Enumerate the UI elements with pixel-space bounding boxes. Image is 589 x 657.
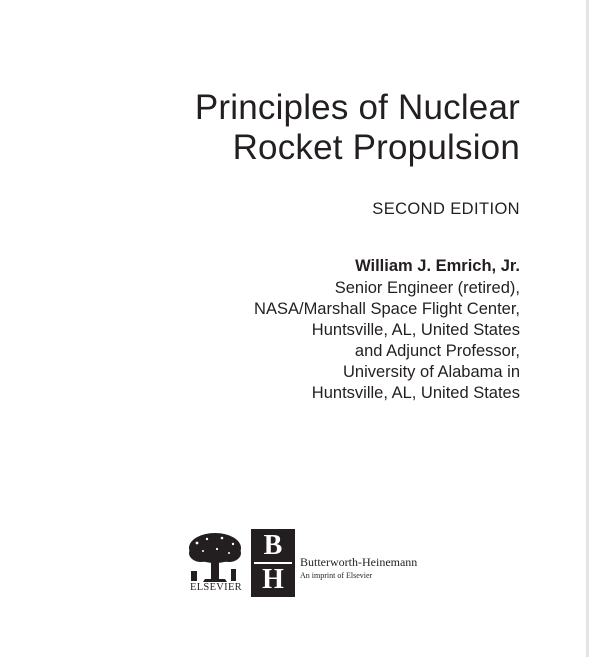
affiliation-line: Huntsville, AL, United States [311,321,520,339]
affiliation-line: and Adjunct Professor, [354,342,520,360]
title-line-2: Rocket Propulsion [232,128,520,167]
butterworth-heinemann-logo [251,529,295,597]
edition-label: SECOND EDITION [372,200,520,218]
author-affiliation [254,278,520,404]
author-block [254,256,520,404]
imprint-note: An imprint of Elsevier [300,571,373,580]
affiliation-line: Huntsville, AL, United States [311,384,520,402]
affiliation-line: Senior Engineer (retired), [334,279,520,297]
elsevier-wordmark: ELSEVIER [190,582,242,593]
publisher-name: Butterworth-Heinemann [300,555,418,569]
book-title [195,88,520,168]
author-name: William J. Emrich, Jr. [355,257,520,275]
affiliation-line: University of Alabama in [343,363,520,381]
affiliation-line: NASA/Marshall Space Flight Center, [254,300,520,318]
bh-letter-h: H [262,564,284,595]
title-line-1: Principles of Nuclear [194,88,520,127]
bh-letter-b: B [263,530,283,561]
